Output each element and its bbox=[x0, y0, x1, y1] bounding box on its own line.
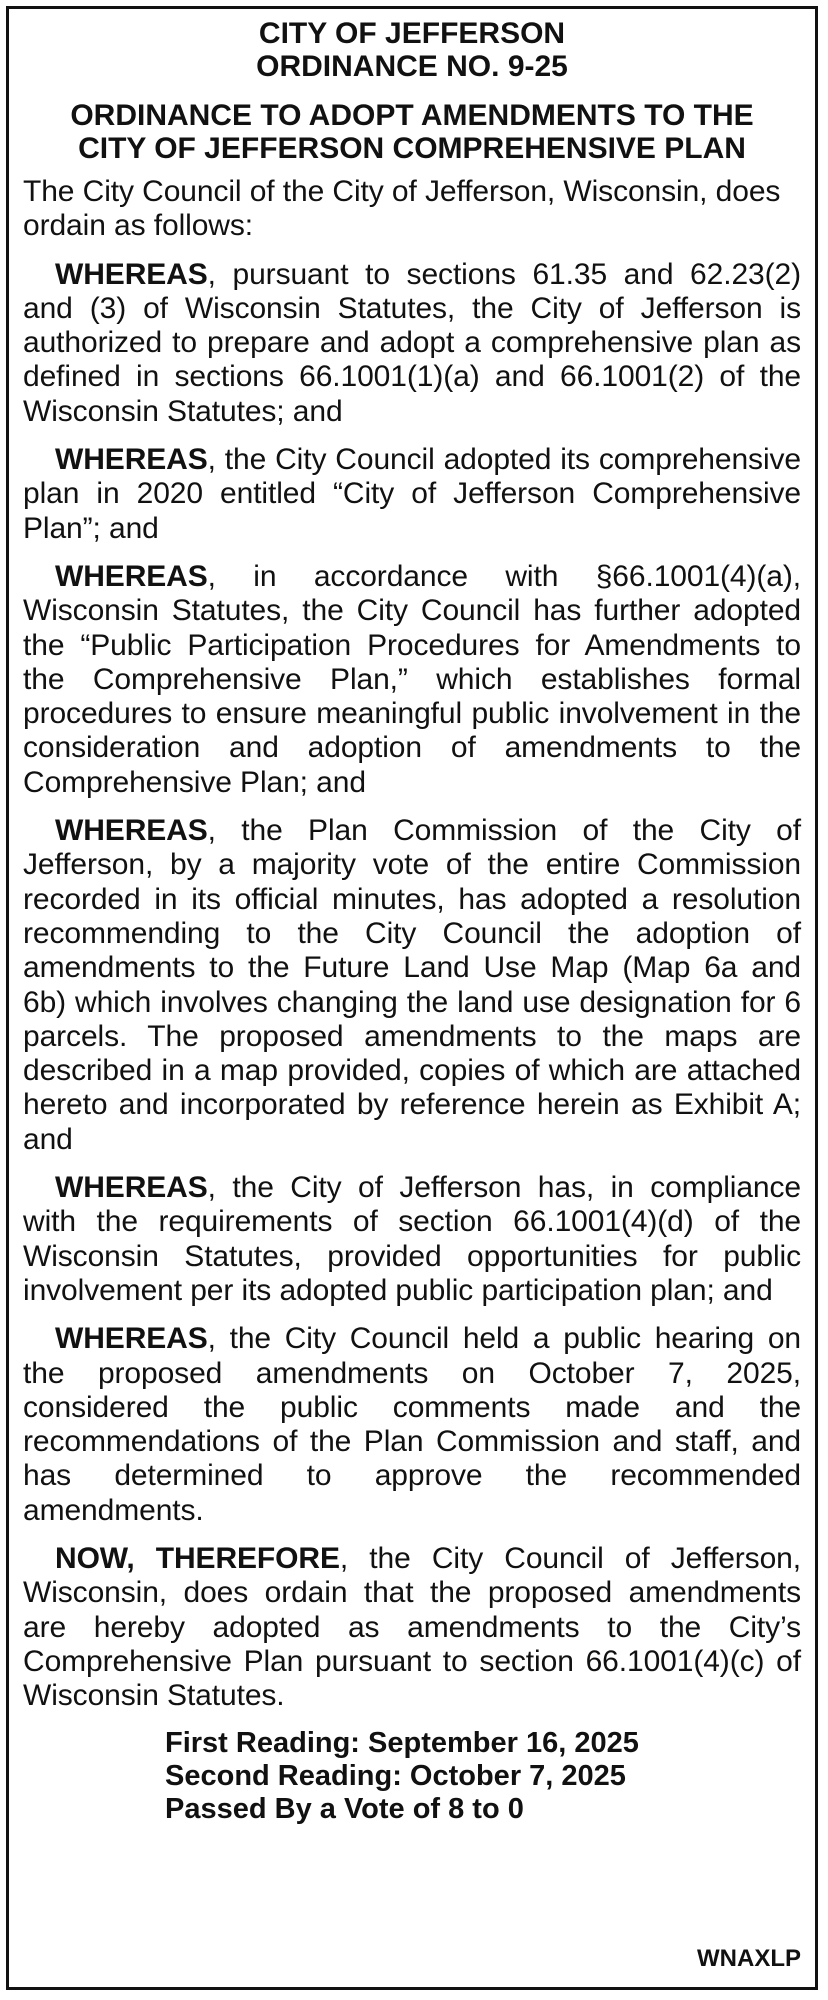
readings-block bbox=[165, 1727, 801, 1826]
clause-lead: WHEREAS bbox=[55, 257, 208, 291]
vote-result: Passed By a Vote of 8 to 0 bbox=[165, 1793, 524, 1826]
ordinance-title-line1: ORDINANCE TO ADOPT AMENDMENTS TO THE bbox=[70, 99, 754, 132]
intro-paragraph: The City Council of the City of Jefferson, Wisconsin, does ordain as follows: bbox=[23, 175, 781, 243]
clause-paragraph bbox=[23, 1542, 801, 1713]
publication-code: WNAXLP bbox=[697, 1945, 801, 1972]
clause-text: , the Plan Commission of the City of Jefferson, by a majority vote of the entire Commission recorded in its official minutes, has adopted a resolution recommending to the City Council the adoption of amendments to the Future Land Use Map (Map 6a and 6b) which involves changing the land use designation for 6 parcels. The proposed amendments to the maps are described in a map provided, copies of which are attached hereto and incorporated by reference herein as Exhibit A; and bbox=[23, 814, 801, 1156]
clause-lead: WHEREAS bbox=[55, 814, 208, 848]
clause-lead: WHEREAS bbox=[55, 559, 208, 593]
clause-text: , the City Council held a public hearing on the proposed amendments on October 7, 2025, considered the public comments made and the recommendations of the Plan Commission and staff, and has determined to approve the recommended amendments. bbox=[23, 1322, 801, 1527]
clause-text: , in accordance with §66.1001(4)(a), Wisconsin Statutes, the City Council has further adopted the “Public Participation Procedures for Amendments to the Comprehensive Plan,” which establishes formal procedures to ensure meaningful public involvement in the consideration and adoption of amendments to the Comprehensive Plan; and bbox=[23, 559, 801, 799]
ordinance-title-line2: CITY OF JEFFERSON COMPREHENSIVE PLAN bbox=[78, 132, 746, 165]
clause-paragraph bbox=[23, 814, 801, 1157]
clause-paragraph bbox=[23, 560, 801, 800]
ordinance-title bbox=[23, 99, 801, 165]
clause-paragraph bbox=[23, 443, 801, 546]
clause-lead: WHEREAS bbox=[55, 1171, 208, 1205]
second-reading: Second Reading: October 7, 2025 bbox=[165, 1760, 626, 1793]
city-heading: CITY OF JEFFERSON bbox=[258, 17, 566, 50]
first-reading: First Reading: September 16, 2025 bbox=[165, 1727, 639, 1760]
clause-paragraph bbox=[23, 1171, 801, 1308]
clause-lead: NOW, THEREFORE bbox=[55, 1541, 340, 1575]
clause-text: , pursuant to sections 61.35 and 62.23(2) and (3) of Wisconsin Statutes, the City of Jefferson is authorized to prepare and adopt a comprehensive plan as defined in sections 66.1001(1)(a) and 66.1001(2) of the Wisconsin Statutes; and bbox=[23, 257, 801, 428]
ordinance-number: ORDINANCE NO. 9-25 bbox=[256, 50, 568, 83]
clause-text: , the City Council of Jefferson, Wisconsin, does ordain that the proposed amendments are hereby adopted as amendments to the City’s Comprehensive Plan pursuant to section 66.1001(4)(c) of Wisconsin Statutes. bbox=[23, 1541, 801, 1713]
clause-text: , the City Council adopted its comprehensive plan in 2020 entitled “City of Jefferson Comprehensive Plan”; and bbox=[23, 443, 801, 545]
clause-paragraph bbox=[23, 1322, 801, 1528]
clause-paragraph bbox=[23, 258, 801, 429]
clause-lead: WHEREAS bbox=[55, 1322, 208, 1356]
clause-text: , the City of Jefferson has, in compliance with the requirements of section 66.1001(4)(d) of the Wisconsin Statutes, provided opportunities for public involvement per its adopted public participation plan; and bbox=[23, 1171, 801, 1307]
legal-notice bbox=[6, 6, 818, 1990]
clause-lead: WHEREAS bbox=[55, 443, 208, 477]
